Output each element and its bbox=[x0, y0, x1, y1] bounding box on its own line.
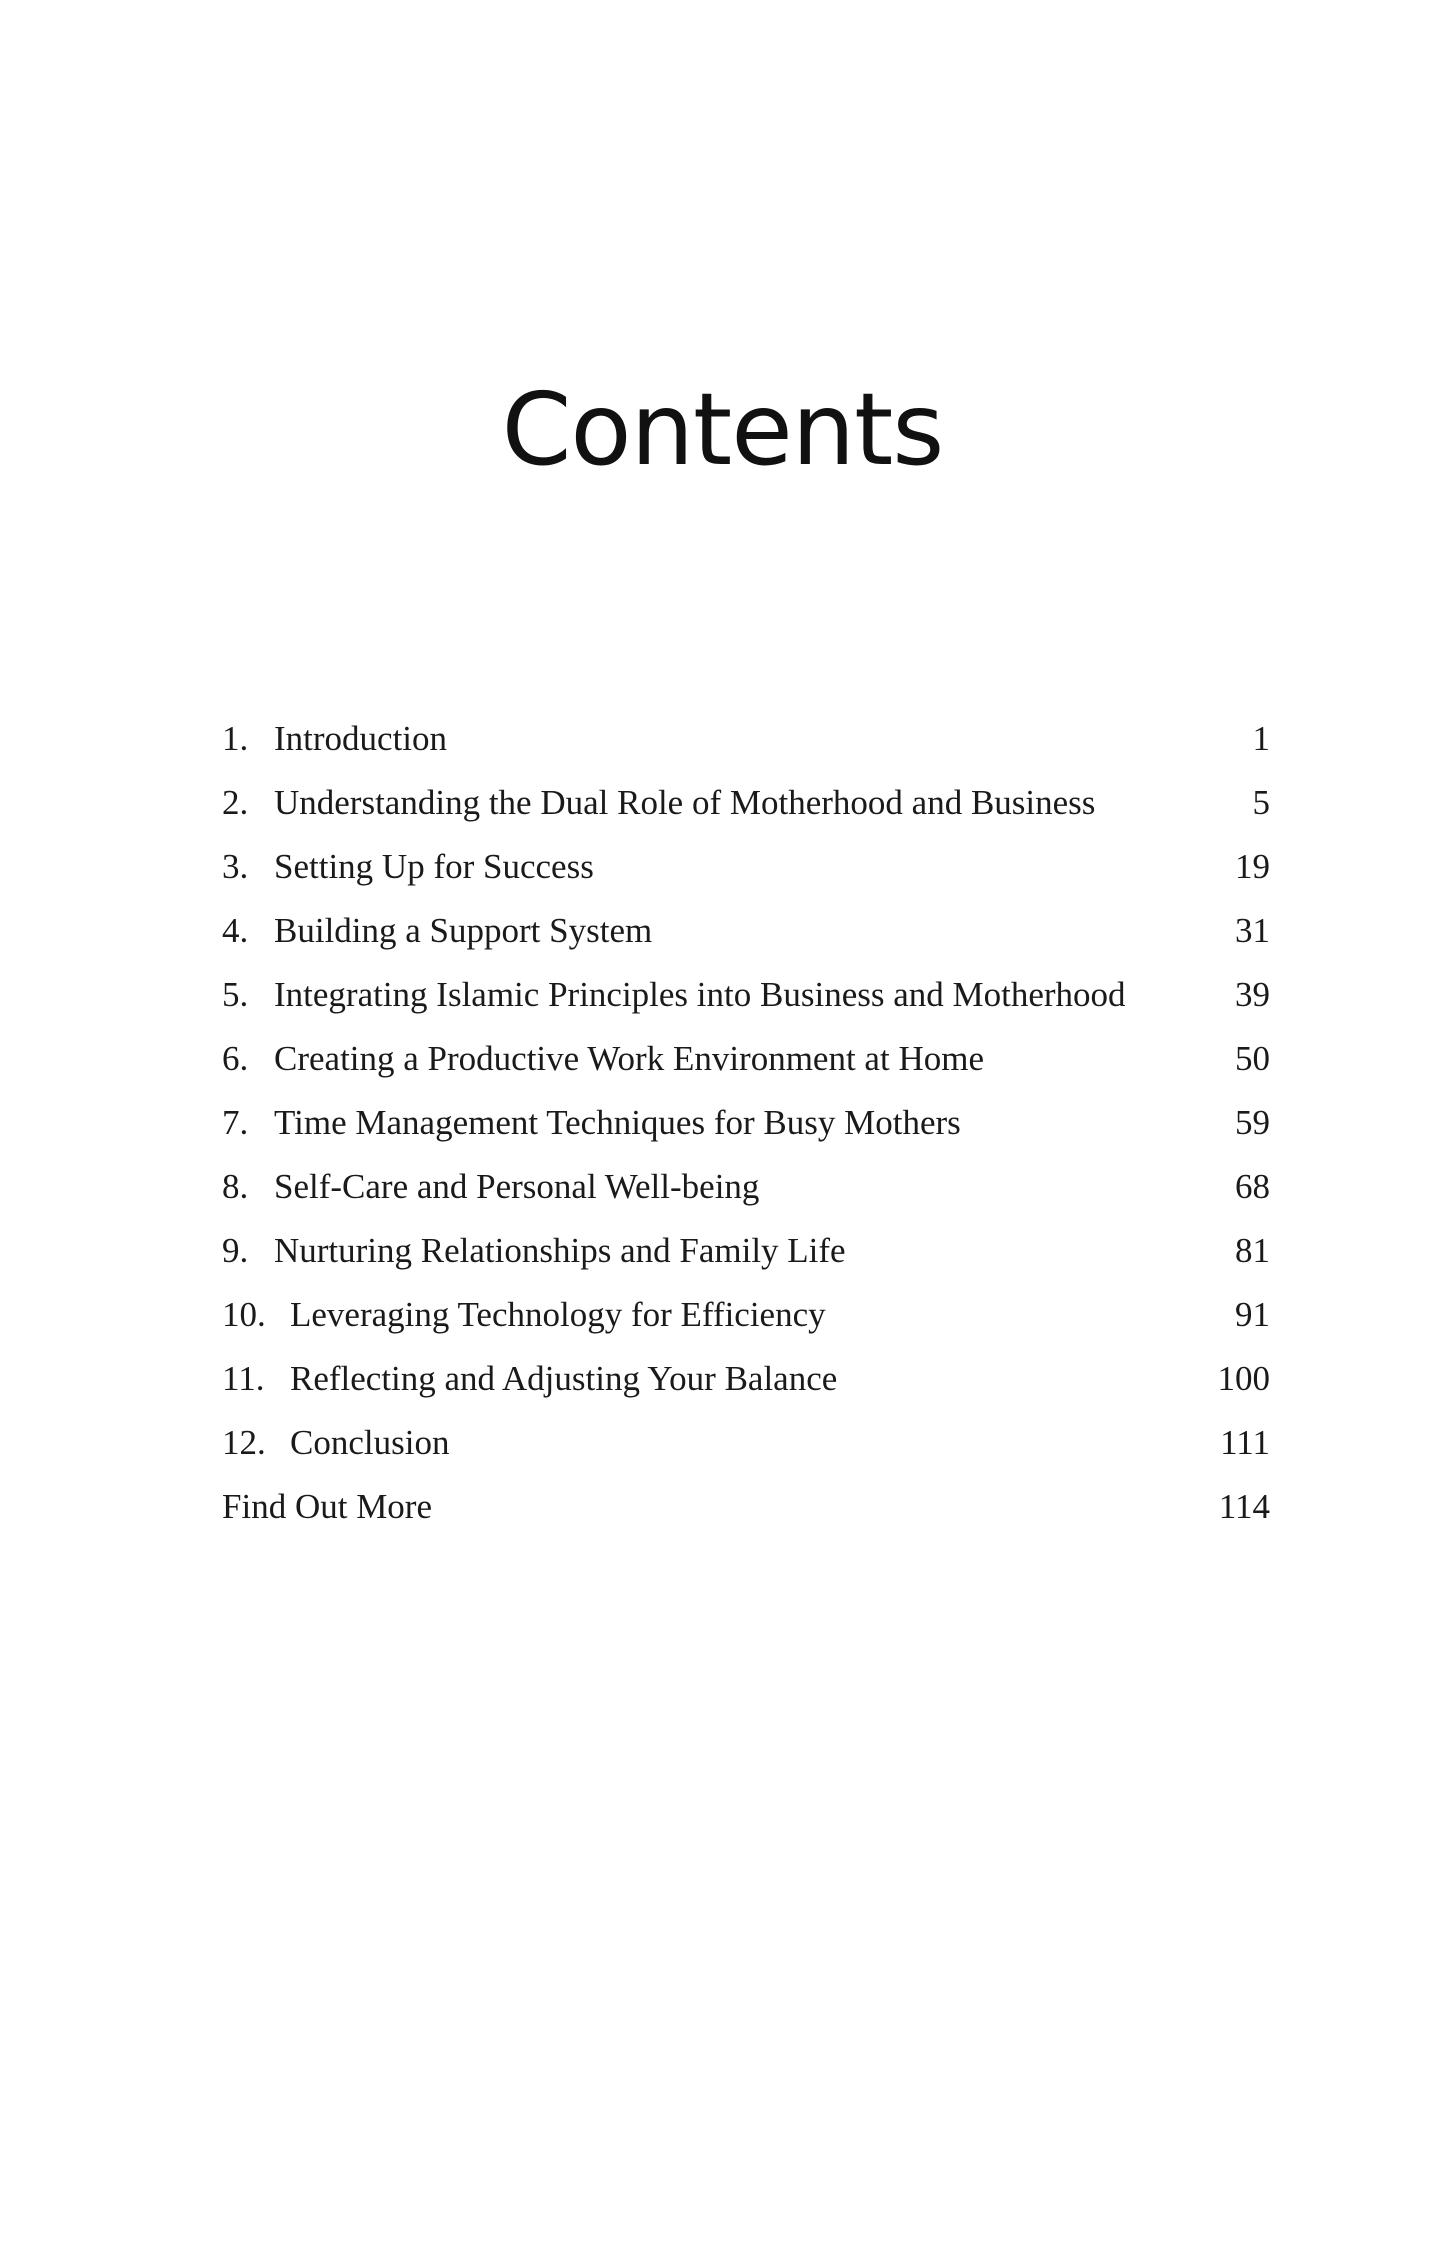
toc-entry-page: 59 bbox=[1235, 1103, 1270, 1142]
toc-entry-page: 100 bbox=[1217, 1359, 1270, 1398]
toc-entry-title: Integrating Islamic Principles into Business and Motherhood bbox=[274, 975, 1126, 1014]
toc-entry-title: Reflecting and Adjusting Your Balance bbox=[290, 1359, 838, 1398]
toc-entry-conclusion[interactable] bbox=[222, 1417, 1270, 1469]
toc-entry-title: Introduction bbox=[274, 719, 448, 758]
toc-entry-number: 8. bbox=[222, 1167, 249, 1206]
toc-entry-number: 10. bbox=[222, 1295, 266, 1334]
toc-entry-page: 111 bbox=[1220, 1423, 1270, 1462]
toc-entry-page: 68 bbox=[1235, 1167, 1270, 1206]
toc-entry-title: Building a Support System bbox=[274, 911, 653, 950]
toc-entry-time-management[interactable] bbox=[222, 1097, 1270, 1149]
toc-entry-islamic-principles[interactable] bbox=[222, 969, 1270, 1021]
toc-entry-page: 50 bbox=[1235, 1039, 1270, 1078]
toc-entry-page: 39 bbox=[1235, 975, 1270, 1014]
toc-entry-relationships[interactable] bbox=[222, 1225, 1270, 1277]
toc-entry-number: 5. bbox=[222, 975, 249, 1014]
toc-entry-number: 3. bbox=[222, 847, 249, 886]
toc-entry-technology[interactable] bbox=[222, 1289, 1270, 1341]
toc-entry-number: 9. bbox=[222, 1231, 249, 1270]
toc-entry-title: Nurturing Relationships and Family Life bbox=[274, 1231, 846, 1270]
toc-entry-dual-role[interactable] bbox=[222, 777, 1270, 829]
toc-entry-title: Find Out More bbox=[222, 1487, 432, 1526]
toc-entry-support-system[interactable] bbox=[222, 905, 1270, 957]
toc-entry-work-environment[interactable] bbox=[222, 1033, 1270, 1085]
toc-entry-page: 1 bbox=[1252, 719, 1270, 758]
toc-entry-find-out-more[interactable] bbox=[222, 1481, 1270, 1533]
toc-entry-reflecting[interactable] bbox=[222, 1353, 1270, 1405]
toc-entry-page: 5 bbox=[1252, 783, 1270, 822]
toc-entry-number: 4. bbox=[222, 911, 249, 950]
page-title: Contents bbox=[501, 371, 944, 488]
toc-entry-title: Conclusion bbox=[290, 1423, 450, 1462]
toc-entry-title: Setting Up for Success bbox=[274, 847, 594, 886]
toc-entry-page: 91 bbox=[1235, 1295, 1270, 1334]
toc-entry-title: Self-Care and Personal Well-being bbox=[274, 1167, 760, 1206]
table-of-contents bbox=[222, 713, 1270, 1545]
toc-entry-page: 114 bbox=[1218, 1487, 1270, 1526]
toc-entry-page: 81 bbox=[1235, 1231, 1270, 1270]
toc-entry-title: Understanding the Dual Role of Motherhood and Business bbox=[274, 783, 1096, 822]
toc-entry-title: Creating a Productive Work Environment at Home bbox=[274, 1039, 984, 1078]
toc-entry-number: 1. bbox=[222, 719, 249, 758]
toc-entry-title: Leveraging Technology for Efficiency bbox=[290, 1295, 826, 1334]
toc-entry-number: 12. bbox=[222, 1423, 266, 1462]
toc-entry-page: 19 bbox=[1235, 847, 1270, 886]
toc-entry-number: 2. bbox=[222, 783, 249, 822]
toc-entry-number: 11. bbox=[222, 1359, 265, 1398]
toc-entry-number: 6. bbox=[222, 1039, 249, 1078]
toc-entry-self-care[interactable] bbox=[222, 1161, 1270, 1213]
toc-entry-title: Time Management Techniques for Busy Mothers bbox=[274, 1103, 961, 1142]
toc-entry-page: 31 bbox=[1235, 911, 1270, 950]
toc-entry-introduction[interactable] bbox=[222, 713, 1270, 765]
toc-entry-setting-up[interactable] bbox=[222, 841, 1270, 893]
toc-entry-number: 7. bbox=[222, 1103, 249, 1142]
